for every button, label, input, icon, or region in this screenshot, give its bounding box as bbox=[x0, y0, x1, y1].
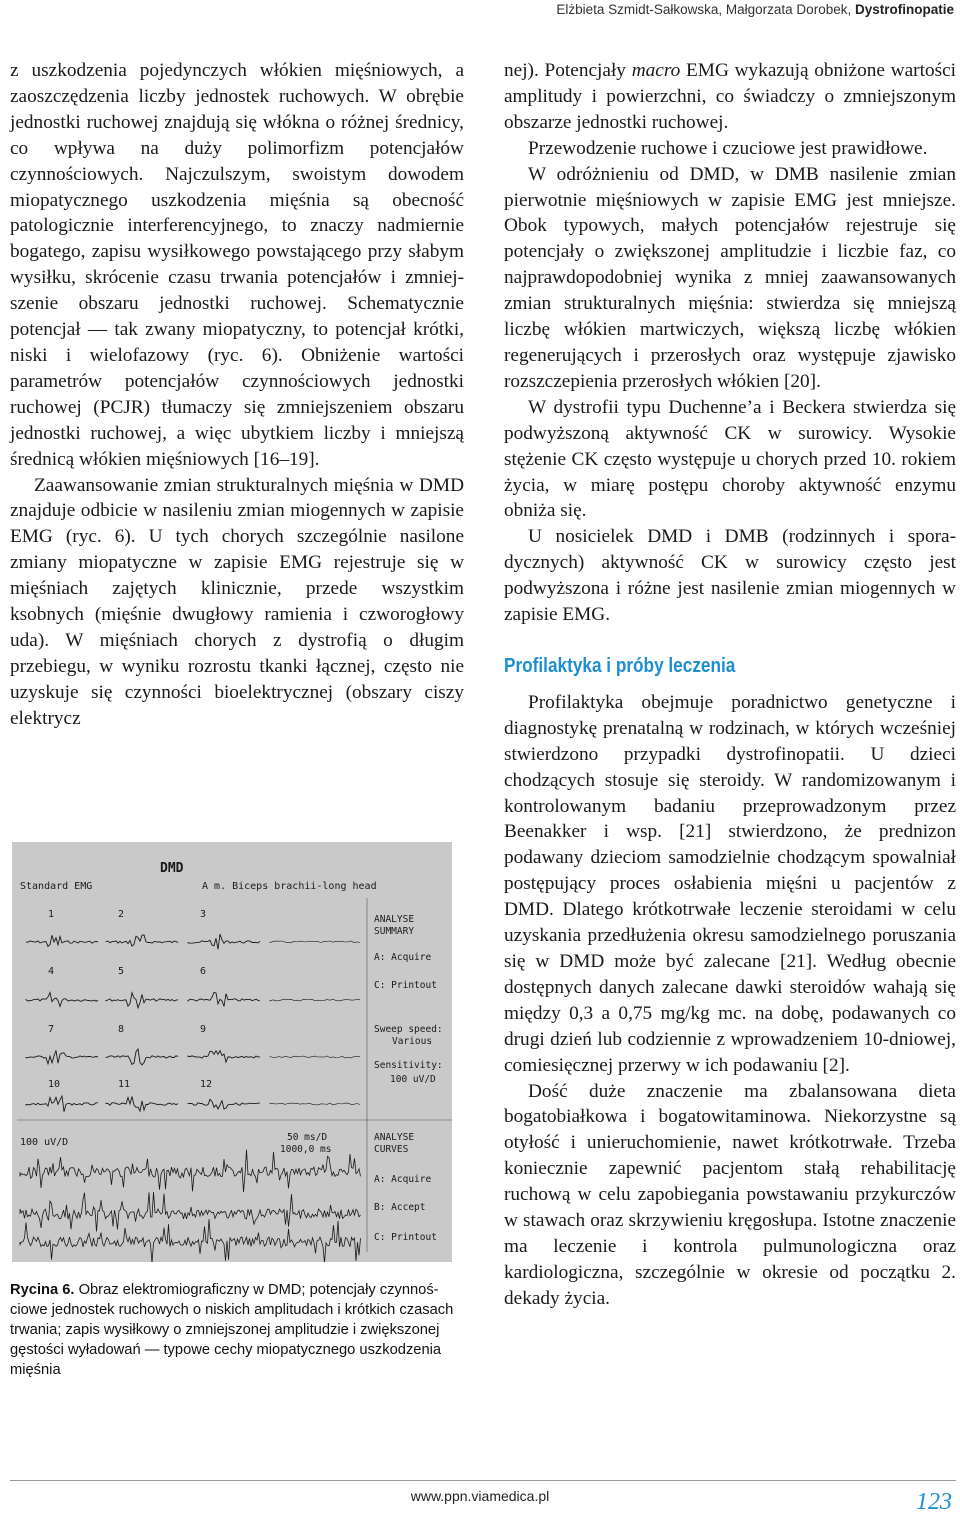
menu-acquire-2: A: Acquire bbox=[374, 1174, 432, 1185]
panel-number-11: 11 bbox=[118, 1079, 131, 1090]
panel-number-4: 4 bbox=[48, 966, 55, 977]
sensitivity-value: 100 uV/D bbox=[390, 1074, 436, 1085]
menu-curves: CURVES bbox=[374, 1144, 409, 1155]
right-paragraph-5: U nosicielek DMD i DMB (rodzinnych i sporadycznych) aktywność CK w surowicy często jest podwyższona i różne jest nasilenie zmian miogennych w zapisie EMG. bbox=[504, 526, 956, 626]
left-column bbox=[10, 58, 464, 732]
panel-number-7: 7 bbox=[48, 1024, 55, 1035]
right-column bbox=[504, 58, 956, 1312]
sweep-speed-value: Various bbox=[392, 1036, 433, 1047]
panel-number-8: 8 bbox=[118, 1024, 125, 1035]
right-paragraph-3: W odróżnieniu od DMD, w DMB nasilenie zmian pierwotnie mięśniowych w zapisie EMG jest mniejsze. Obok typowych, małych potencjałów rejestruje się potencjały o zwiększonej amplitudzie i liczbie faz, co najprawdopodobniej wynika z mniej zaawansowanych zmian strukturalnych mięśnia: stwierdza się mniejszą liczbę włókien martwiczych, większą liczbę włókien regenerujących i przerosłych oraz występuje zjawisko rozszczepienia przerosłych włókien [20]. bbox=[504, 163, 956, 392]
bottom-scale-total: 1000,0 ms bbox=[280, 1144, 332, 1155]
emg-baseline-trace bbox=[270, 999, 360, 1001]
emg-interference-trace bbox=[20, 1150, 361, 1192]
running-head-title: Dystrofinopatie bbox=[854, 2, 954, 17]
footer-url: www.ppn.viamedica.pl bbox=[410, 1488, 550, 1504]
panel-number-2: 2 bbox=[118, 909, 125, 920]
menu-analyse-label: ANALYSE bbox=[374, 914, 415, 925]
emg-baseline-trace bbox=[270, 1056, 360, 1058]
panel-number-9: 9 bbox=[200, 1024, 207, 1035]
figure-title: DMD bbox=[160, 861, 184, 876]
figure-label-muscle: A m. Biceps brachii-long head bbox=[202, 881, 377, 892]
menu-summary-label: SUMMARY bbox=[374, 926, 415, 937]
right-paragraph-4: W dystrofii typu Duchenne’a i Beckera stwierdza się podwyższoną aktywność CK w surowicy. Wysokie stężenie CK często występuje u chorych przed 10. rokiem życia, w miarę postępu choroby aktywność enzymu obniża się. bbox=[504, 396, 956, 522]
menu-analyse-2: ANALYSE bbox=[374, 1132, 415, 1143]
emg-potential-trace bbox=[26, 993, 98, 1007]
bottom-scale-ms: 50 ms/D bbox=[287, 1132, 328, 1143]
menu-printout-2: C: Printout bbox=[374, 1232, 437, 1243]
emg-potential-trace bbox=[26, 1050, 98, 1063]
emg-potential-trace bbox=[106, 1097, 178, 1112]
emg-potential-trace bbox=[106, 1049, 178, 1065]
emg-potential-trace bbox=[106, 993, 178, 1008]
emg-potential-trace bbox=[188, 992, 260, 1006]
panel-number-5: 5 bbox=[118, 966, 125, 977]
emg-potential-trace bbox=[188, 1099, 260, 1109]
emg-interference-trace bbox=[20, 1192, 361, 1232]
figure-label-standard: Standard EMG bbox=[20, 881, 93, 892]
right-paragraph-7: Dość duże znaczenie ma zbalansowana dieta bogatobiałkowa i bogatowitaminowa. Niekorzystne są otyłość i unieruchomienie, nawet krótkotrwałe. Trzeba koniecznie zapewnić pacjentom stałą rehabilitację ruchową w celu zapobiegania powstawaniu przykurczów w stawach oraz skrzywieniu kręgosłupa. Istotne znaczenie ma leczenie i kontrola pulmunologiczna oraz kardiologiczna, szczególnie w okresie od początku 2. dekady życia. bbox=[504, 1080, 956, 1309]
panel-number-6: 6 bbox=[200, 966, 207, 977]
page-number: 123 bbox=[916, 1489, 952, 1515]
caption-label: Rycina 6. bbox=[10, 1282, 75, 1298]
caption-text: Obraz elektromiograficzny w DMD; potencjały czynnościowe jednostek ruchowych o niskich amplitudach i krótkich czasach trwania; zapis wysiłkowy o zmniejszonej amplitudzie i zwiększonej gęstości wyładowań — typowe cechy miopatycznego uszkodzenia mięśnia bbox=[10, 1282, 454, 1378]
macro-term: macro bbox=[631, 60, 681, 81]
panel-number-12: 12 bbox=[200, 1079, 213, 1090]
emg-baseline-trace bbox=[270, 941, 360, 943]
section-heading: Profilaktyka i próby leczenia bbox=[504, 654, 736, 677]
right-paragraph-6: Profilaktyka obejmuje poradnictwo genetyczne i diagnostykę prenatalną w rodzinach, w których wcześniej stwierdzono przypadki dystrofinopatii. U dzieci chodzących stosuje się steroidy. W randomizowanym i kontrolowanym badaniu przeprowadzonym przez Beenakker i wsp. [21] stwierdzono, że prednizon podawany dzieciom samodzielnie chodzącym spowalniał postępujący proces osłabienia mięśni u pacjentów z DMD. Dlatego krótkotrwałe leczenie steroidami w celu uzyskania przedłużenia okresu samodzielnego poruszania się w DMD może być zalecane [21]. Według obecnie dostępnych danych zalecane dawki steroidów wahają się między 0,3 a 0,75 mg/kg mc. na dobę, podawanych co drugi dzień lub codziennie z wprowadzeniem 10-dniowej, comiesięcznej przerwy w ich podawaniu [2]. bbox=[504, 691, 956, 1076]
left-paragraph-2: Zaawansowanie zmian strukturalnych mięśnia w DMD znajduje odbicie w nasileniu zmian miogennych w zapisie EMG (ryc. 6). U tych chorych szczególnie nasilone zmiany miopatyczne w zapisie EMG rejestruje się w mięśniach zajętych klinicznie, przede wszystkim ksobnych (mięśnie dwugłowy ramienia i czworogłowy uda). W mięśniach chorych z dystrofią o długim przebiegu, w wyniku rozrostu tkanki łącznej, często nie uzyskuje się czynności bioelektrycznej (obszary ciszy elektrycz bbox=[10, 474, 464, 729]
emg-potential-trace bbox=[188, 1051, 260, 1063]
running-head bbox=[556, 2, 954, 17]
left-paragraph-1: z uszkodzenia pojedynczych włókien mięśniowych, a zaoszczędzenia liczby jednostek ruchowych. W obrębie jednostki ruchowej znajdują się włókna o różnej średnicy, co wpływa na duży polimorfizm potencjałów czynnościowych. Najczulszym, swoistym dowodem miopatycznego uszkodzenia mięśnia są obecność patologicznie interferencyjnego, to znaczy nadmiernie bogatego, zapisu wysiłkowego powstającego przy słabym wysiłku, skrócenie czasu trwania potencjałów i zmniejszenie obszaru jednostki ruchowej. Schematycznie potencjał — tak zwany miopatyczny, to potencjał krótki, niski i wielofazowy (ryc. 6). Obniżenie wartości parametrów potencjałów czynnościowych jednostki ruchowej (PCJR) tłumaczy się zmniejszeniem obszaru jednostki ruchowej, a więc ubytkiem liczby i mniejszą średnicą włókien mięśniowych [16–19]. bbox=[10, 60, 464, 470]
emg-potential-trace bbox=[26, 1096, 98, 1112]
emg-baseline-trace bbox=[270, 1103, 360, 1105]
right-paragraph-1-start: nej). Potencjały bbox=[504, 60, 632, 81]
panel-number-10: 10 bbox=[48, 1079, 61, 1090]
right-paragraph-2: Przewodzenie ruchowe i czuciowe jest prawidłowe. bbox=[528, 137, 928, 159]
sensitivity-label: Sensitivity: bbox=[374, 1060, 443, 1071]
menu-printout: C: Printout bbox=[374, 980, 437, 991]
running-head-authors: Elżbieta Szmidt-Sałkowska, Małgorzata Dorobek, bbox=[556, 2, 852, 17]
menu-acquire: A: Acquire bbox=[374, 952, 432, 963]
right-paragraph-1-rest: EMG wykazują obniżone wartości amplitudy i powierzchni, co świadczy o zmniejszonym obszarze jednostki ruchowej. bbox=[504, 60, 957, 133]
sweep-speed-label: Sweep speed: bbox=[374, 1024, 443, 1035]
figure-caption bbox=[10, 1280, 466, 1380]
right-paragraph-1 bbox=[504, 58, 956, 136]
bottom-scale-uv: 100 uV/D bbox=[20, 1137, 69, 1148]
emg-figure bbox=[12, 842, 452, 1262]
footer-divider bbox=[10, 1480, 956, 1481]
menu-accept: B: Accept bbox=[374, 1202, 426, 1213]
emg-potential-trace bbox=[26, 935, 98, 946]
panel-number-3: 3 bbox=[200, 909, 207, 920]
emg-traces bbox=[20, 934, 361, 1262]
panel-number-1: 1 bbox=[48, 909, 55, 920]
emg-potential-trace bbox=[188, 934, 260, 949]
emg-potential-trace bbox=[106, 935, 178, 946]
